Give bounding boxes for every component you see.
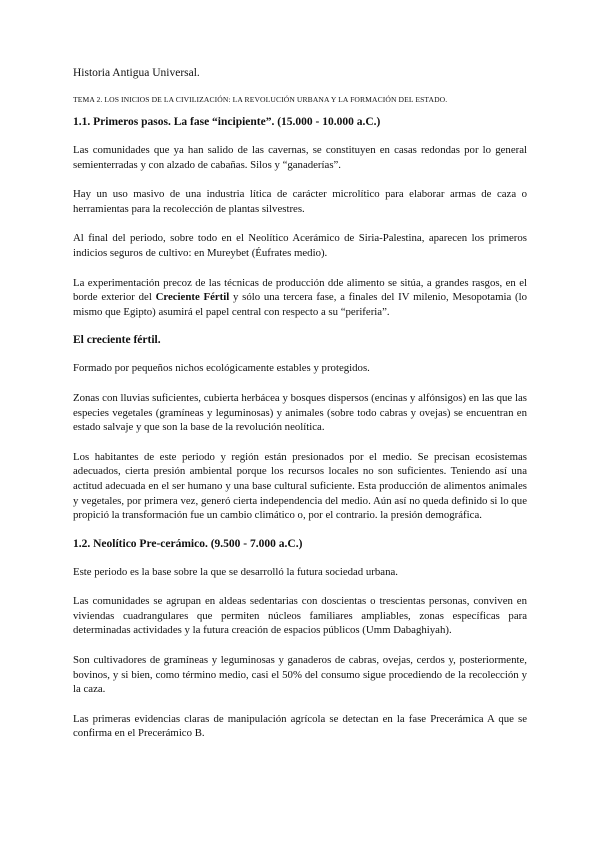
- paragraph-creciente: [73, 276, 527, 320]
- paragraph: Hay un uso masivo de una industria lítica de carácter microlítico para elaborar armas de caza o herramientas para la recolección de plantas silvestres.: [73, 188, 527, 215]
- paragraph: Son cultivadores de gramíneas y leguminosas y ganaderos de cabras, ovejas, cerdos y, posteriormente, bovinos, y si bien, como término medio, casi el 50% del consumo sigue procediendo de la recolección y la caza.: [73, 654, 527, 696]
- bold-term: Creciente Fértil: [155, 291, 230, 304]
- paragraph: Zonas con lluvias suficientes, cubierta herbácea y bosques dispersos (encinas y alfónsigos) en las que las especies vegetales (gramíneas y leguminosas) y animales (sobre todo cabras y ovejas) se encuentran en estado salvaje y que son la base de la revolución neolítica.: [73, 391, 527, 434]
- paragraph: Este periodo es la base sobre la que se desarrolló la futura sociedad urbana.: [73, 565, 398, 578]
- section-heading-primeros-pasos: 1.1. Primeros pasos. La fase “incipiente”. (15.000 - 10.000 a.C.): [73, 116, 381, 128]
- paragraph: Las comunidades se agrupan en aldeas sedentarias con doscientas o trescientas personas, conviven en viviendas cuadrangulares que permiten núcleos familiares ampliables, zonas específicas para determinadas actividades y la futura creación de espacios públicos (Umm Dabaghiyah).: [73, 595, 527, 637]
- topic-title: TEMA 2. LOS INICIOS DE LA CIVILIZACIÓN: LA REVOLUCIÓN URBANA Y LA FORMACIÓN DEL ESTADO.: [73, 95, 448, 104]
- paragraph: Los habitantes de este periodo y región están presionados por el medio. Se precisan ecosistemas adecuados, cierta presión ambiental porque los recursos locales no son suficientes. Teniendo así una actitud adecuada en el ser humano y una base cultural suficiente. Esta producción de alimentos animales y vegetales, por primera vez, generó cierta independencia del medio. Aún así no queda definido si lo que propició la transformación fue un cambio climático o, por el contrario. la presión demográfica.: [73, 450, 527, 522]
- text-run: La experimentación precoz de las técnicas de producción dde alimento se sitúa, a grandes rasgos, en el borde exterior del: [73, 276, 527, 304]
- paragraph: Las comunidades que ya han salido de las cavernas, se constituyen en casas redondas por lo general semienterradas y con alzado de cabañas. Silos y “ganaderías”.: [73, 144, 527, 171]
- course-title: Historia Antigua Universal.: [73, 67, 200, 79]
- paragraph: Las primeras evidencias claras de manipulación agrícola se detectan en la fase Precerámica A que se confirma en el Precerámico B.: [73, 712, 527, 740]
- section-heading-neolitico: 1.2. Neolítico Pre-cerámico. (9.500 - 7.000 a.C.): [73, 537, 303, 550]
- text-run: y sólo una tercera fase, a finales del IV milenio, Mesopotamia (lo mismo que Egipto) asumirá el papel central con respecto a su “periferia”.: [73, 291, 527, 318]
- paragraph: Al final del periodo, sobre todo en el Neolítico Acerámico de Siria-Palestina, aparecen los primeros indicios seguros de cultivo: en Mureybet (Éufrates medio).: [73, 232, 527, 259]
- section-heading-creciente-fertil: El creciente fértil.: [73, 334, 161, 347]
- paragraph: Formado por pequeños nichos ecológicamente estables y protegidos.: [73, 362, 370, 375]
